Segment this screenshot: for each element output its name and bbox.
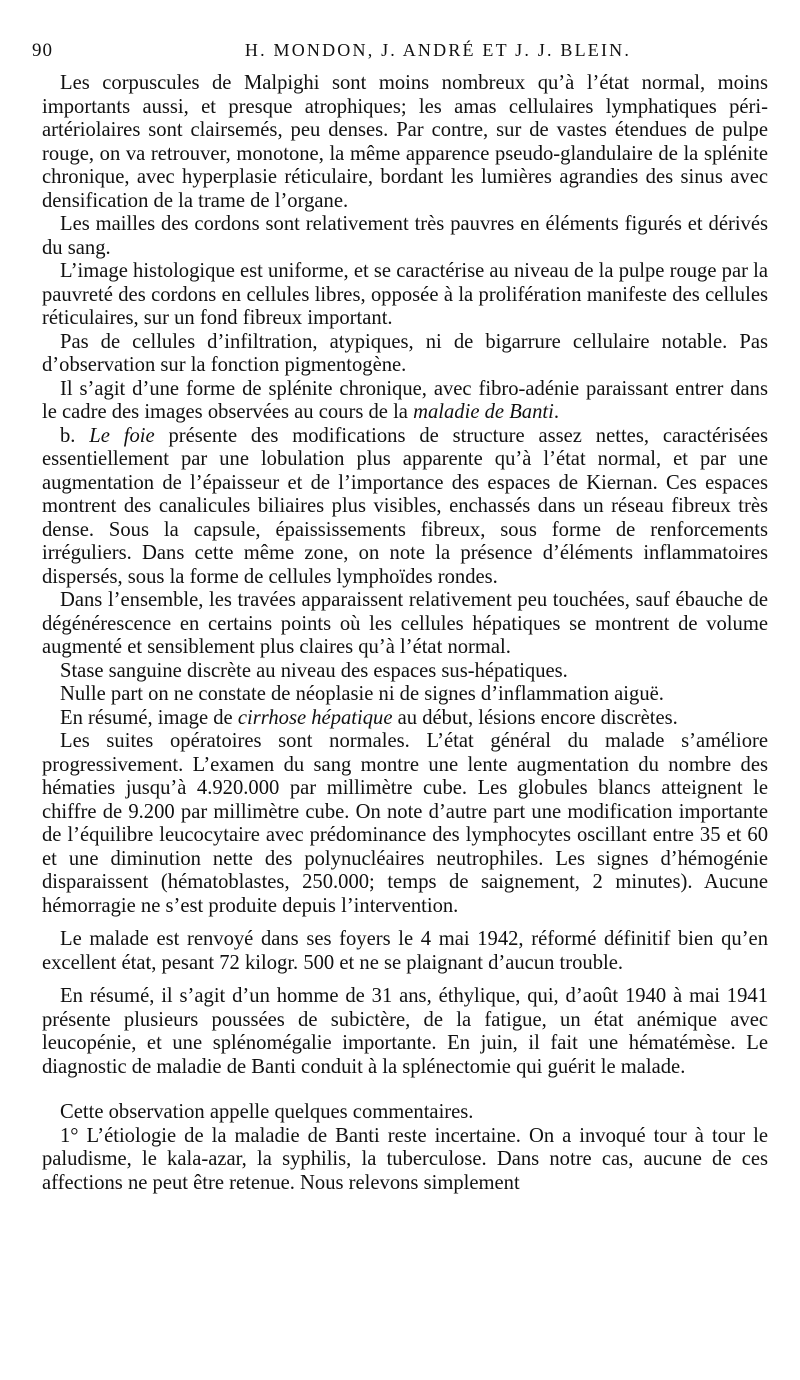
paragraph [42,72,768,213]
paragraph [42,707,768,731]
text-run: 1° L’étiologie de la maladie de Banti reste incertaine. On a invoqué tour à tour le paludisme, le kala-azar, la syphilis, la tuberculose. Dans notre cas, aucune de ces affections ne peut être retenue. Nous relevons simplement [42,1124,768,1194]
text-run: Stase sanguine discrète au niveau des espaces sus-hépatiques. [60,659,568,682]
text-run: présente des modifications de structure assez nettes, caractérisées essentiellement par une lobulation plus apparente qu’à l’état normal, et par une augmentation de l’épaisseur et de l’importance des espaces de Kiernan. Ces espaces montrent des canalicules biliaires plus visibles, enchassés dans un réseau fibreux très dense. Sous la capsule, épaississements fibreux, sous forme de renforcements irréguliers. Dans cette même zone, on note la présence d’éléments inflammatoires dispersés, sous la forme de cellules lymphoïdes rondes. [42,424,768,588]
paragraph [42,260,768,331]
text-run: En résumé, image de [60,706,238,729]
text-run: Nulle part on ne constate de néoplasie ni de signes d’inflammation aiguë. [60,683,664,705]
page-header [32,40,764,70]
paragraph [42,425,768,590]
text-run: b. [60,424,90,447]
text-run: Cette observation appelle quelques commentaires. [60,1101,474,1123]
text-run: Pas de cellules d’infiltration, atypiques, ni de bigarrure cellulaire notable. Pas d’observation sur la fonction pigmentogène. [42,330,768,376]
text-run: L’image histologique est uniforme, et se caractérise au niveau de la pulpe rouge par la pauvreté des cordons en cellules libres, opposée à la prolifération manifeste des cellules réticulaires, sur un fond fibreux important. [42,260,768,329]
paragraph [42,928,768,975]
italic-text: Le foie [89,424,155,447]
text-run: Les suites opératoires sont normales. L’état général du malade s’améliore progressivement. L’examen du sang montre une lente augmentation du nombre des hématies jusqu’à 4.920.000 par millimètre cube. Les globules blancs atteignent le chiffre de 9.200 par millimètre cube. On note d’autre part une modification importante de l’équilibre leucocytaire avec prédominance des lymphocytes oscillant entre 35 et 60 et une diminution nette des polynucléaires neutrophiles. Les signes d’hémogénie disparaissent (hématoblastes, 250.000; temps de saignement, 2 minutes). Aucune hémorragie ne s’est produite depuis l’intervention. [42,730,768,917]
paragraph [42,378,768,425]
text-run: au début, lésions encore discrètes. [392,706,678,729]
paragraph [42,589,768,660]
text-run: En résumé, il s’agit d’un homme de 31 ans, éthylique, qui, d’août 1940 à mai 1941 présente plusieurs poussées de subictère, de la fatigue, un état anémique avec leucopénie, et une splénomégalie importante. En juin, il fait une hématémèse. Le diagnostic de maladie de Banti conduit à la splénectomie qui guérit le malade. [42,985,768,1078]
body-text [42,72,768,1195]
text-run: Dans l’ensemble, les travées apparaissent relativement peu touchées, sauf ébauche de dégénérescence en certains points où les cellules hépatiques se montrent de volume augmenté et sensiblement plus claires qu’à l’état normal. [42,589,768,658]
paragraph [42,1101,768,1125]
text-run: Il s’agit d’une forme de splénite chronique, avec fibro-adénie paraissant entrer dans le cadre des images observées au cours de la [42,377,768,423]
running-head: H. MONDON, J. ANDRÉ ET J. J. BLEIN. [244,40,632,60]
page-number: 90 [32,40,53,61]
italic-text: maladie de Banti [413,401,554,423]
paragraph [42,1125,768,1196]
paragraph [42,660,768,684]
paragraph [42,985,768,1079]
paragraph [42,683,768,707]
text-run: Les corpuscules de Malpighi sont moins nombreux qu’à l’état normal, moins importants aussi, et presque atrophiques; les amas cellulaires lymphatiques péri-artériolaires sont clairsemés, peu denses. Par contre, sur de vastes étendues de pulpe rouge, on va retrouver, monotone, la même apparence pseudo-glandulaire de la splénite chronique, avec hyperplasie réticulaire, bordant les lumières agrandies des sinus avec densification de la trame de l’organe. [42,72,768,212]
text-run: Les mailles des cordons sont relativement très pauvres en éléments figurés et dérivés du sang. [42,213,768,259]
text-run: Le malade est renvoyé dans ses foyers le 4 mai 1942, réformé définitif bien qu’en excellent état, pesant 72 kilogr. 500 et ne se plaignant d’aucun trouble. [42,928,768,974]
paragraph [42,331,768,378]
italic-text: cirrhose hépatique [237,706,393,729]
paragraph [42,213,768,260]
paragraph [42,730,768,918]
text-run: . [553,401,559,423]
